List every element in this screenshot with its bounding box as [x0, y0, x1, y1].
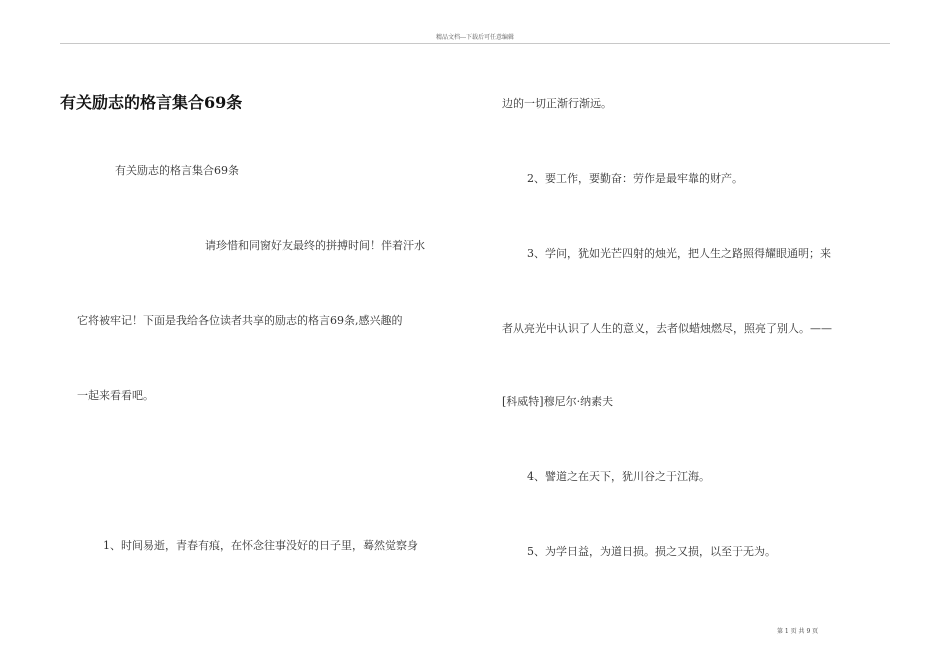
- quote-item: 2、要工作，要勤奋：劳作是最牢靠的财产。: [527, 172, 743, 185]
- quote-item: 3、学问，犹如光芒四射的烛光，把人生之路照得耀眼通明；来: [527, 247, 831, 260]
- page-number: 第 1 页 共 9 页: [777, 628, 819, 635]
- quote-item: 5、为学日益，为道日损。损之又损，以至于无为。: [527, 545, 776, 558]
- paragraph-line: 它将被牢记！下面是我给各位读者共享的励志的格言69条,感兴趣的: [77, 314, 403, 327]
- quote-item: 1、时间易逝，青春有痕，在怀念往事没好的日子里，蓦然觉察身: [103, 539, 418, 552]
- document-title: 有关励志的格言集合69条: [60, 93, 243, 112]
- quote-attribution: [科威特]穆尼尔·纳素夫: [502, 395, 614, 408]
- page-header: 精品文档---下载后可任意编辑: [435, 34, 515, 41]
- paragraph-line: 请珍惜和同窗好友最终的拼搏时间！伴着汗水: [205, 239, 425, 252]
- header-divider: [60, 43, 890, 44]
- subtitle-line: 有关励志的格言集合69条: [115, 164, 239, 177]
- paragraph-line: 者从亮光中认识了人生的意义，去者似蜡烛燃尽，照亮了别人。——: [502, 322, 832, 335]
- paragraph-line: 边的一切正渐行渐远。: [502, 97, 612, 110]
- quote-item: 4、譬道之在天下，犹川谷之于江海。: [527, 470, 710, 483]
- paragraph-line: 一起来看看吧。: [77, 389, 154, 402]
